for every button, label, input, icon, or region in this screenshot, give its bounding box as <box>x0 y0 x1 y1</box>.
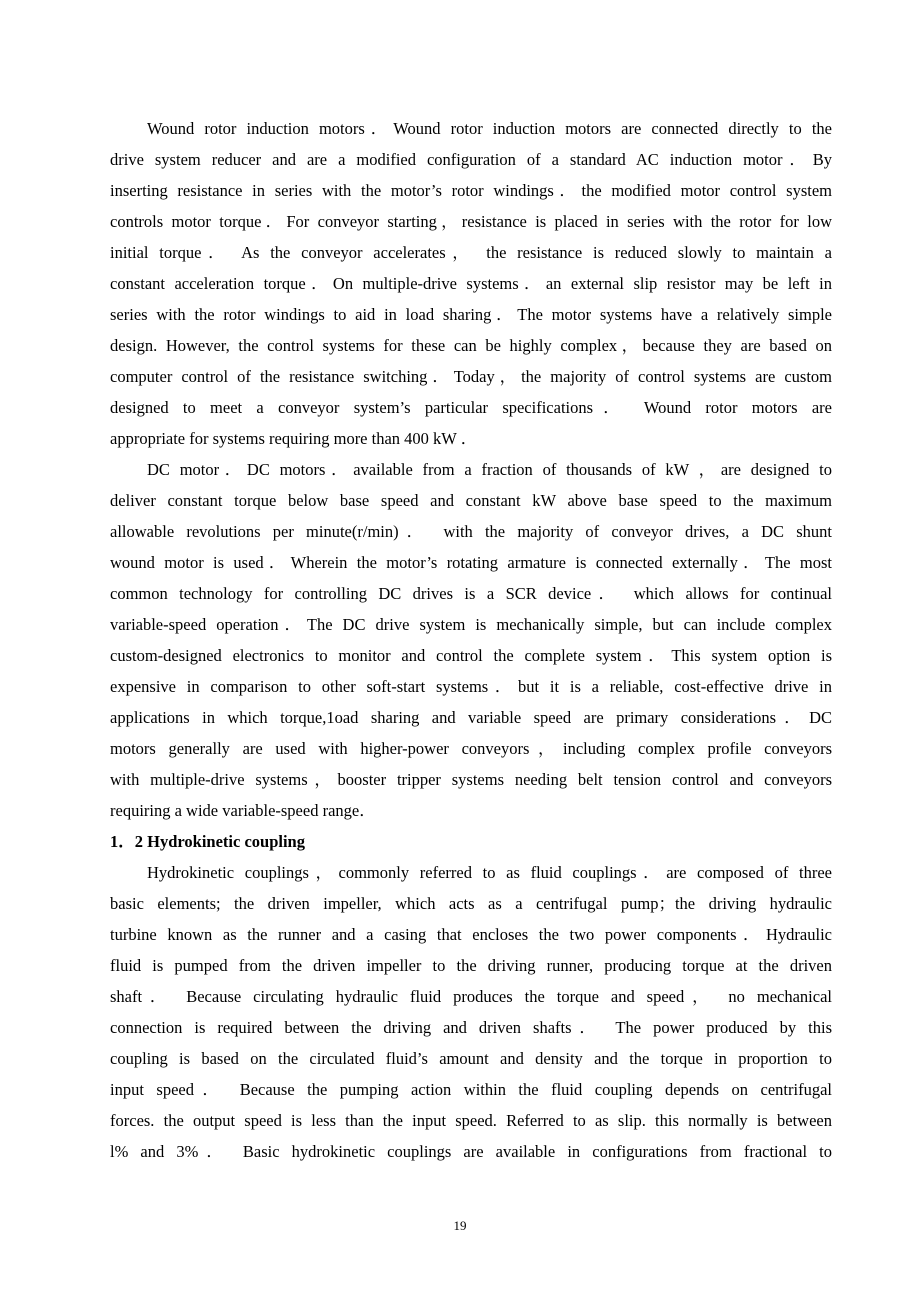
text-line: designed to meet a conveyor system’s particular specifications． Wound rotor motors are <box>110 398 832 417</box>
text-line: turbine known as the runner and a casing that encloses the two power components．Hydraulic <box>110 925 832 944</box>
text-line: deliver constant torque below base speed and constant kW above base speed to the maximum <box>110 491 832 510</box>
text-line: custom-designed electronics to monitor and control the complete system．This system option is <box>110 646 832 665</box>
text-line: shaft． Because circulating hydraulic fluid produces the torque and speed， no mechanical <box>110 987 832 1006</box>
text-line: with multiple-drive systems，booster tripper systems needing belt tension control and conveyors <box>110 770 832 789</box>
text-line: appropriate for systems requiring more than 400 kW ． <box>110 429 478 448</box>
text-line: controls motor torque．For conveyor starting，resistance is placed in series with the rotor for low <box>110 212 832 231</box>
paragraph-hydrokinetic <box>110 857 832 1167</box>
text-line: Hydrokinetic couplings，commonly referred to as fluid couplings．are composed of three <box>147 863 832 882</box>
text-line: expensive in comparison to other soft-start systems．but it is a reliable, cost-effective drive in <box>110 677 832 696</box>
text-line: motors generally are used with higher-power conveyors，including complex profile conveyors <box>110 739 832 758</box>
text-line: initial torque． As the conveyor accelerates， the resistance is reduced slowly to maintain a <box>110 243 832 262</box>
text-line: basic elements; the driven impeller, which acts as a centrifugal pump；the driving hydraulic <box>110 894 832 913</box>
text-line: wound motor is used．Wherein the motor’s rotating armature is connected externally．The most <box>110 553 832 572</box>
text-line: allowable revolutions per minute(r/min)． with the majority of conveyor drives, a DC shunt <box>110 522 832 541</box>
text-line: series with the rotor windings to aid in load sharing．The motor systems have a relatively simple <box>110 305 832 324</box>
text-line: requiring a wide variable-speed range． <box>110 801 376 820</box>
text-line: drive system reducer and are a modified configuration of a standard AC induction motor．By <box>110 150 832 169</box>
text-line: Wound rotor induction motors．Wound rotor induction motors are connected directly to the <box>147 119 832 138</box>
text-column <box>110 113 832 1167</box>
paragraph-wound-rotor <box>110 113 832 454</box>
text-line: fluid is pumped from the driven impeller to the driving runner, producing torque at the driven <box>110 956 832 975</box>
text-line: forces. the output speed is less than the input speed. Referred to as slip. this normally is between <box>110 1111 832 1130</box>
text-line: constant acceleration torque．On multiple-drive systems．an external slip resistor may be left in <box>110 274 832 293</box>
text-line: applications in which torque,1oad sharing and variable speed are primary considerations．DC <box>110 708 832 727</box>
text-line: variable-speed operation．The DC drive system is mechanically simple, but can include complex <box>110 615 832 634</box>
section-heading: 1．2 Hydrokinetic coupling <box>110 832 305 851</box>
text-line: coupling is based on the circulated fluid’s amount and density and the torque in proportion to <box>110 1049 832 1068</box>
text-line: l% and 3%． Basic hydrokinetic couplings are available in configurations from fractional to <box>110 1142 832 1161</box>
text-line: computer control of the resistance switching．Today，the majority of control systems are custom <box>110 367 832 386</box>
text-line: input speed． Because the pumping action within the fluid coupling depends on centrifugal <box>110 1080 832 1099</box>
paragraph-dc-motor <box>110 454 832 826</box>
text-line: inserting resistance in series with the motor’s rotor windings．the modified motor control system <box>110 181 832 200</box>
page-number: 19 <box>453 1218 467 1233</box>
text-line: design. However, the control systems for these can be highly complex，because they are based on <box>110 336 832 355</box>
text-line: DC motor．DC motors．available from a fraction of thousands of kW ，are designed to <box>147 460 832 479</box>
text-line: common technology for controlling DC drives is a SCR device． which allows for continual <box>110 584 832 603</box>
text-line: connection is required between the driving and driven shafts． The power produced by this <box>110 1018 832 1037</box>
